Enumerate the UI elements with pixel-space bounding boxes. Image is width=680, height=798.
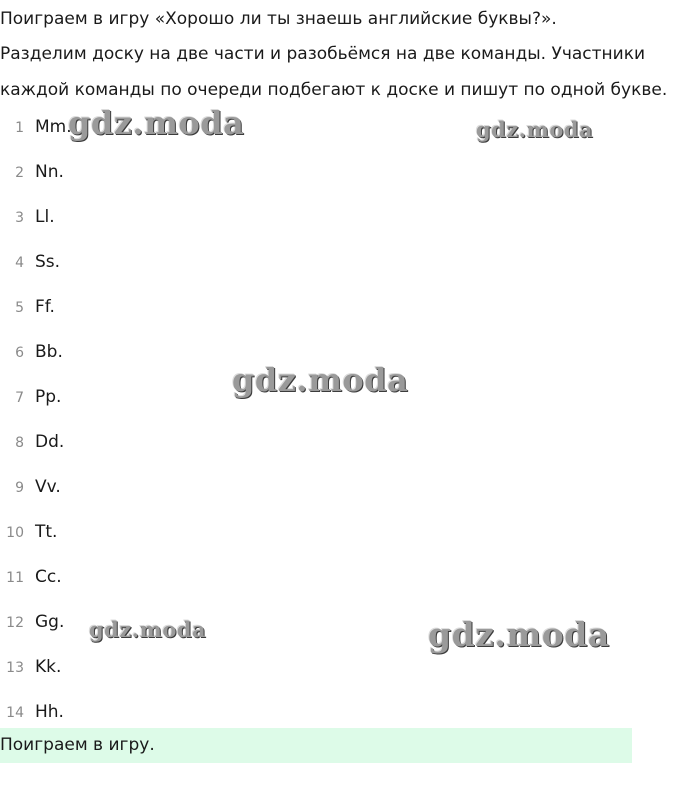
list-item <box>0 159 680 204</box>
line-number: 11 <box>6 570 24 586</box>
line-number: 4 <box>15 255 24 271</box>
line-number: 6 <box>15 345 24 361</box>
letter-pair: Kk. <box>35 657 62 677</box>
list-item <box>0 204 680 249</box>
list-item <box>0 654 680 699</box>
line-number: 12 <box>6 615 24 631</box>
intro-line-2: Разделим доску на две части и разобьёмся на две команды. Участники <box>0 44 646 64</box>
line-number: 14 <box>6 705 24 721</box>
line-number: 7 <box>15 390 24 406</box>
line-number: 10 <box>6 525 24 541</box>
letter-pair: Mm. <box>35 117 72 137</box>
watermark-logo: gdz.moda <box>89 617 207 642</box>
letter-pair: Gg. <box>35 612 65 632</box>
line-number: 8 <box>15 435 24 451</box>
letter-pair: Tt. <box>35 522 58 542</box>
letter-pair: Ll. <box>35 207 55 227</box>
letter-pair: Dd. <box>35 432 65 452</box>
intro-line-3: каждой команды по очереди подбегают к доске и пишут по одной букве. <box>0 80 668 100</box>
list-item <box>0 294 680 339</box>
letter-pair: Ss. <box>35 252 61 272</box>
letter-pair: Cc. <box>35 567 62 587</box>
list-item <box>0 564 680 609</box>
watermark-logo: gdz.moda <box>476 117 594 142</box>
watermark-logo: gdz.moda <box>68 104 245 142</box>
watermark-logo: gdz.moda <box>428 615 610 654</box>
line-number: 13 <box>6 660 24 676</box>
intro-line-1: Поиграем в игру «Хорошо ли ты знаешь английские буквы?». <box>0 9 557 29</box>
letter-pair: Bb. <box>35 342 63 362</box>
line-number: 2 <box>15 165 24 181</box>
letter-pair: Nn. <box>35 162 64 182</box>
list-item <box>0 474 680 519</box>
line-number: 9 <box>15 480 24 496</box>
letter-pair: Ff. <box>35 297 55 317</box>
list-item <box>0 249 680 294</box>
letter-pair: Vv. <box>35 477 61 497</box>
list-item <box>0 429 680 474</box>
footer-banner: Поиграем в игру. <box>0 728 632 763</box>
letter-pair: Pp. <box>35 387 62 407</box>
list-item <box>0 519 680 564</box>
watermark-logo: gdz.moda <box>232 361 409 399</box>
line-number: 5 <box>15 300 24 316</box>
letter-pair: Hh. <box>35 702 64 722</box>
line-number: 1 <box>15 120 24 136</box>
line-number: 3 <box>15 210 24 226</box>
